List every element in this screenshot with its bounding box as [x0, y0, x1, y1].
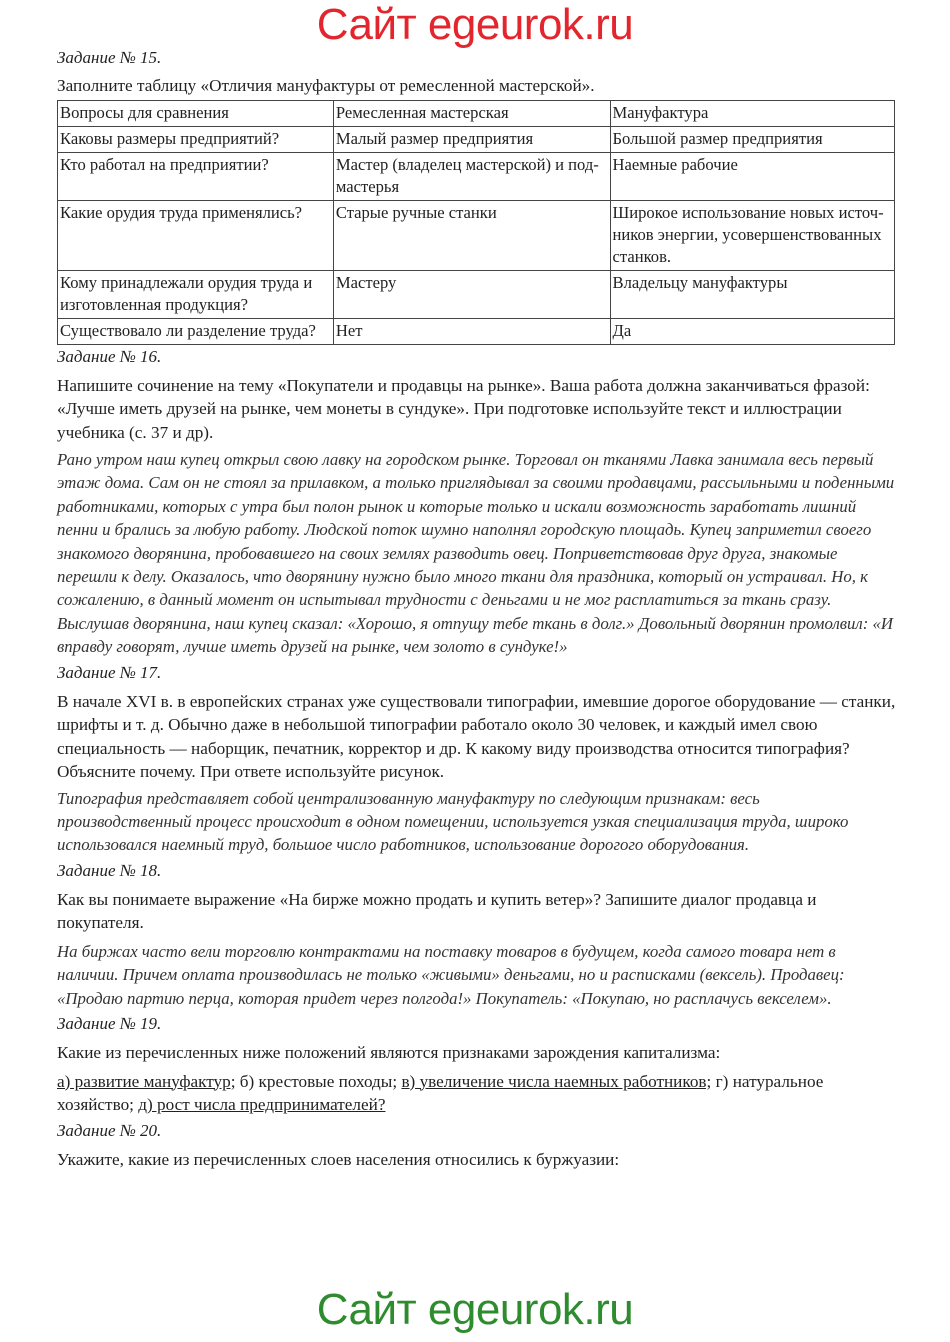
table-cell: Владельцу мануфактуры — [610, 270, 894, 318]
task-17-answer: Типография представляет собой централизованную мануфактуру по следующим признакам: весь производственный процесс происходит в одном помещении, используется узкая специализация труда, широко использовался наемный труд, большое число работников, использование дорогого оборудования. — [57, 788, 849, 855]
table-header-row — [58, 100, 895, 126]
site-banner-bottom[interactable]: Сайт egeurok.ru — [316, 1285, 634, 1334]
option-d: д) рост числа предпринимателей? — [138, 1095, 386, 1115]
table-cell: Нет — [333, 318, 610, 344]
task-18-title: Задание № 18. — [57, 860, 162, 880]
task-18-question: Как вы понимаете выражение «На бирже можно продать и купить ветер»? Запишите диалог продавца и покупателя. — [57, 889, 817, 933]
task-16-title: Задание № 16. — [57, 346, 162, 366]
task-20-title: Задание № 20. — [57, 1120, 162, 1140]
option-g: г) натуральное хозяйство; — [57, 1071, 824, 1115]
site-banner-top[interactable]: Сайт egeurok.ru — [316, 0, 634, 49]
table-cell: Кто работал на предприятии? — [58, 152, 334, 200]
task-19-title: Задание № 19. — [57, 1014, 162, 1034]
table-cell: Существовало ли разделение труда? — [58, 318, 334, 344]
table-cell: Мастер (владелец мастерской) и под-мастерья — [333, 152, 610, 200]
table-row — [58, 126, 895, 152]
table-cell: Да — [610, 318, 894, 344]
task-18-answer: На биржах часто вели торговлю контрактами на поставку товаров в будущем, когда самого товара нет в наличии. Причем оплата производилась не только «живыми» деньгами, но и расписками (вексель). Продавец: «Продаю партию перца, которая придет через полгода!» Покупатель: «Покупаю, но расплачусь векселем». — [57, 941, 845, 1008]
table-cell: Старые ручные станки — [333, 200, 610, 270]
table-row — [58, 200, 895, 270]
table-cell: Мастеру — [333, 270, 610, 318]
task-16-question: Напишите сочинение на тему «Покупатели и продавцы на рынке». Ваша работа должна заканчиваться фразой: «Лучше иметь друзей на рынке, чем монеты в сундуке». При подготовке используйте текст и иллюстрации учебника (с. 37 и др). — [57, 375, 870, 442]
table-cell: Большой размер предприятия — [610, 126, 894, 152]
option-v: в) увеличение числа наемных работников; — [401, 1071, 712, 1091]
table-cell: Кому принадлежали орудия труда и изготовленная продукция? — [58, 270, 334, 318]
table-row — [58, 270, 895, 318]
option-b: б) крестовые походы; — [235, 1071, 402, 1091]
table-header-cell: Вопросы для сравнения — [58, 100, 334, 126]
task-19-question: Какие из перечисленных ниже положений являются признаками зарождения капитализма: — [57, 1043, 721, 1063]
table-header-cell: Мануфактура — [610, 100, 894, 126]
table-cell: Наемные рабочие — [610, 152, 894, 200]
task-15-title: Задание № 15. — [57, 48, 162, 67]
table-row — [58, 152, 895, 200]
task-15-question: Заполните таблицу «Отличия мануфактуры от ремесленной мастерской». — [57, 76, 595, 95]
task-19-options — [57, 1070, 897, 1117]
task-17-title: Задание № 17. — [57, 662, 162, 682]
table-header-cell: Ремесленная мастерская — [333, 100, 610, 126]
task-17-question: В начале XVI в. в европейских странах уже существовали типографии, имевшие дорогое оборудование — станки, шрифты и т. д. Обычно даже в небольшой типографии работало около 30 человек, и каждый имел свою специальность — наборщик, печатник, корректор и др. К какому виду производства относится типография? Объясните почему. При ответе используйте рисунок. — [57, 691, 896, 782]
comparison-table — [57, 100, 895, 345]
task-16-answer: Рано утром наш купец открыл свою лавку на городском рынке. Торговал он тканями Лавка занимала весь первый этаж дома. Сам он не стоял за прилавком, а только приглядывал за своими продавцами, рассыльными и поденными работниками, которых с утра был полон рынок и которые только и искали возможность заработать лишний пенни и брались за любую работу. Людской поток шумно наполнял городскую площадь. Купец заприметил своего знакомого дворянина, пробовавшего на своих землях разводить овец. Поприветствовав друг друга, знакомые перешли к делу. Оказалось, что дворянину нужно было много ткани для праздника, который он устраивал. Но, к сожалению, в данный момент он испытывал трудности с деньгами и не мог расплатиться за ткань сразу. Выслушав дворянина, наш купец сказал: «Хорошо, я отпущу тебе ткань в долг.» Довольный дворянин промолвил: «И вправду говорят, лучше иметь друзей на рынке, чем золото в сундуке!» — [57, 450, 895, 657]
table-cell: Какие орудия труда применялись? — [58, 200, 334, 270]
table-cell: Каковы размеры предприятий? — [58, 126, 334, 152]
table-cell: Широкое использование новых источ-ников энергии, усовершенствованных станков. — [610, 200, 894, 270]
option-a: а) развитие мануфактур; — [57, 1071, 236, 1091]
table-cell: Малый размер предприятия — [333, 126, 610, 152]
worksheet-page — [57, 47, 897, 1171]
table-row — [58, 318, 895, 344]
task-20-question: Укажите, какие из перечисленных слоев населения относились к буржуазии: — [57, 1149, 620, 1169]
